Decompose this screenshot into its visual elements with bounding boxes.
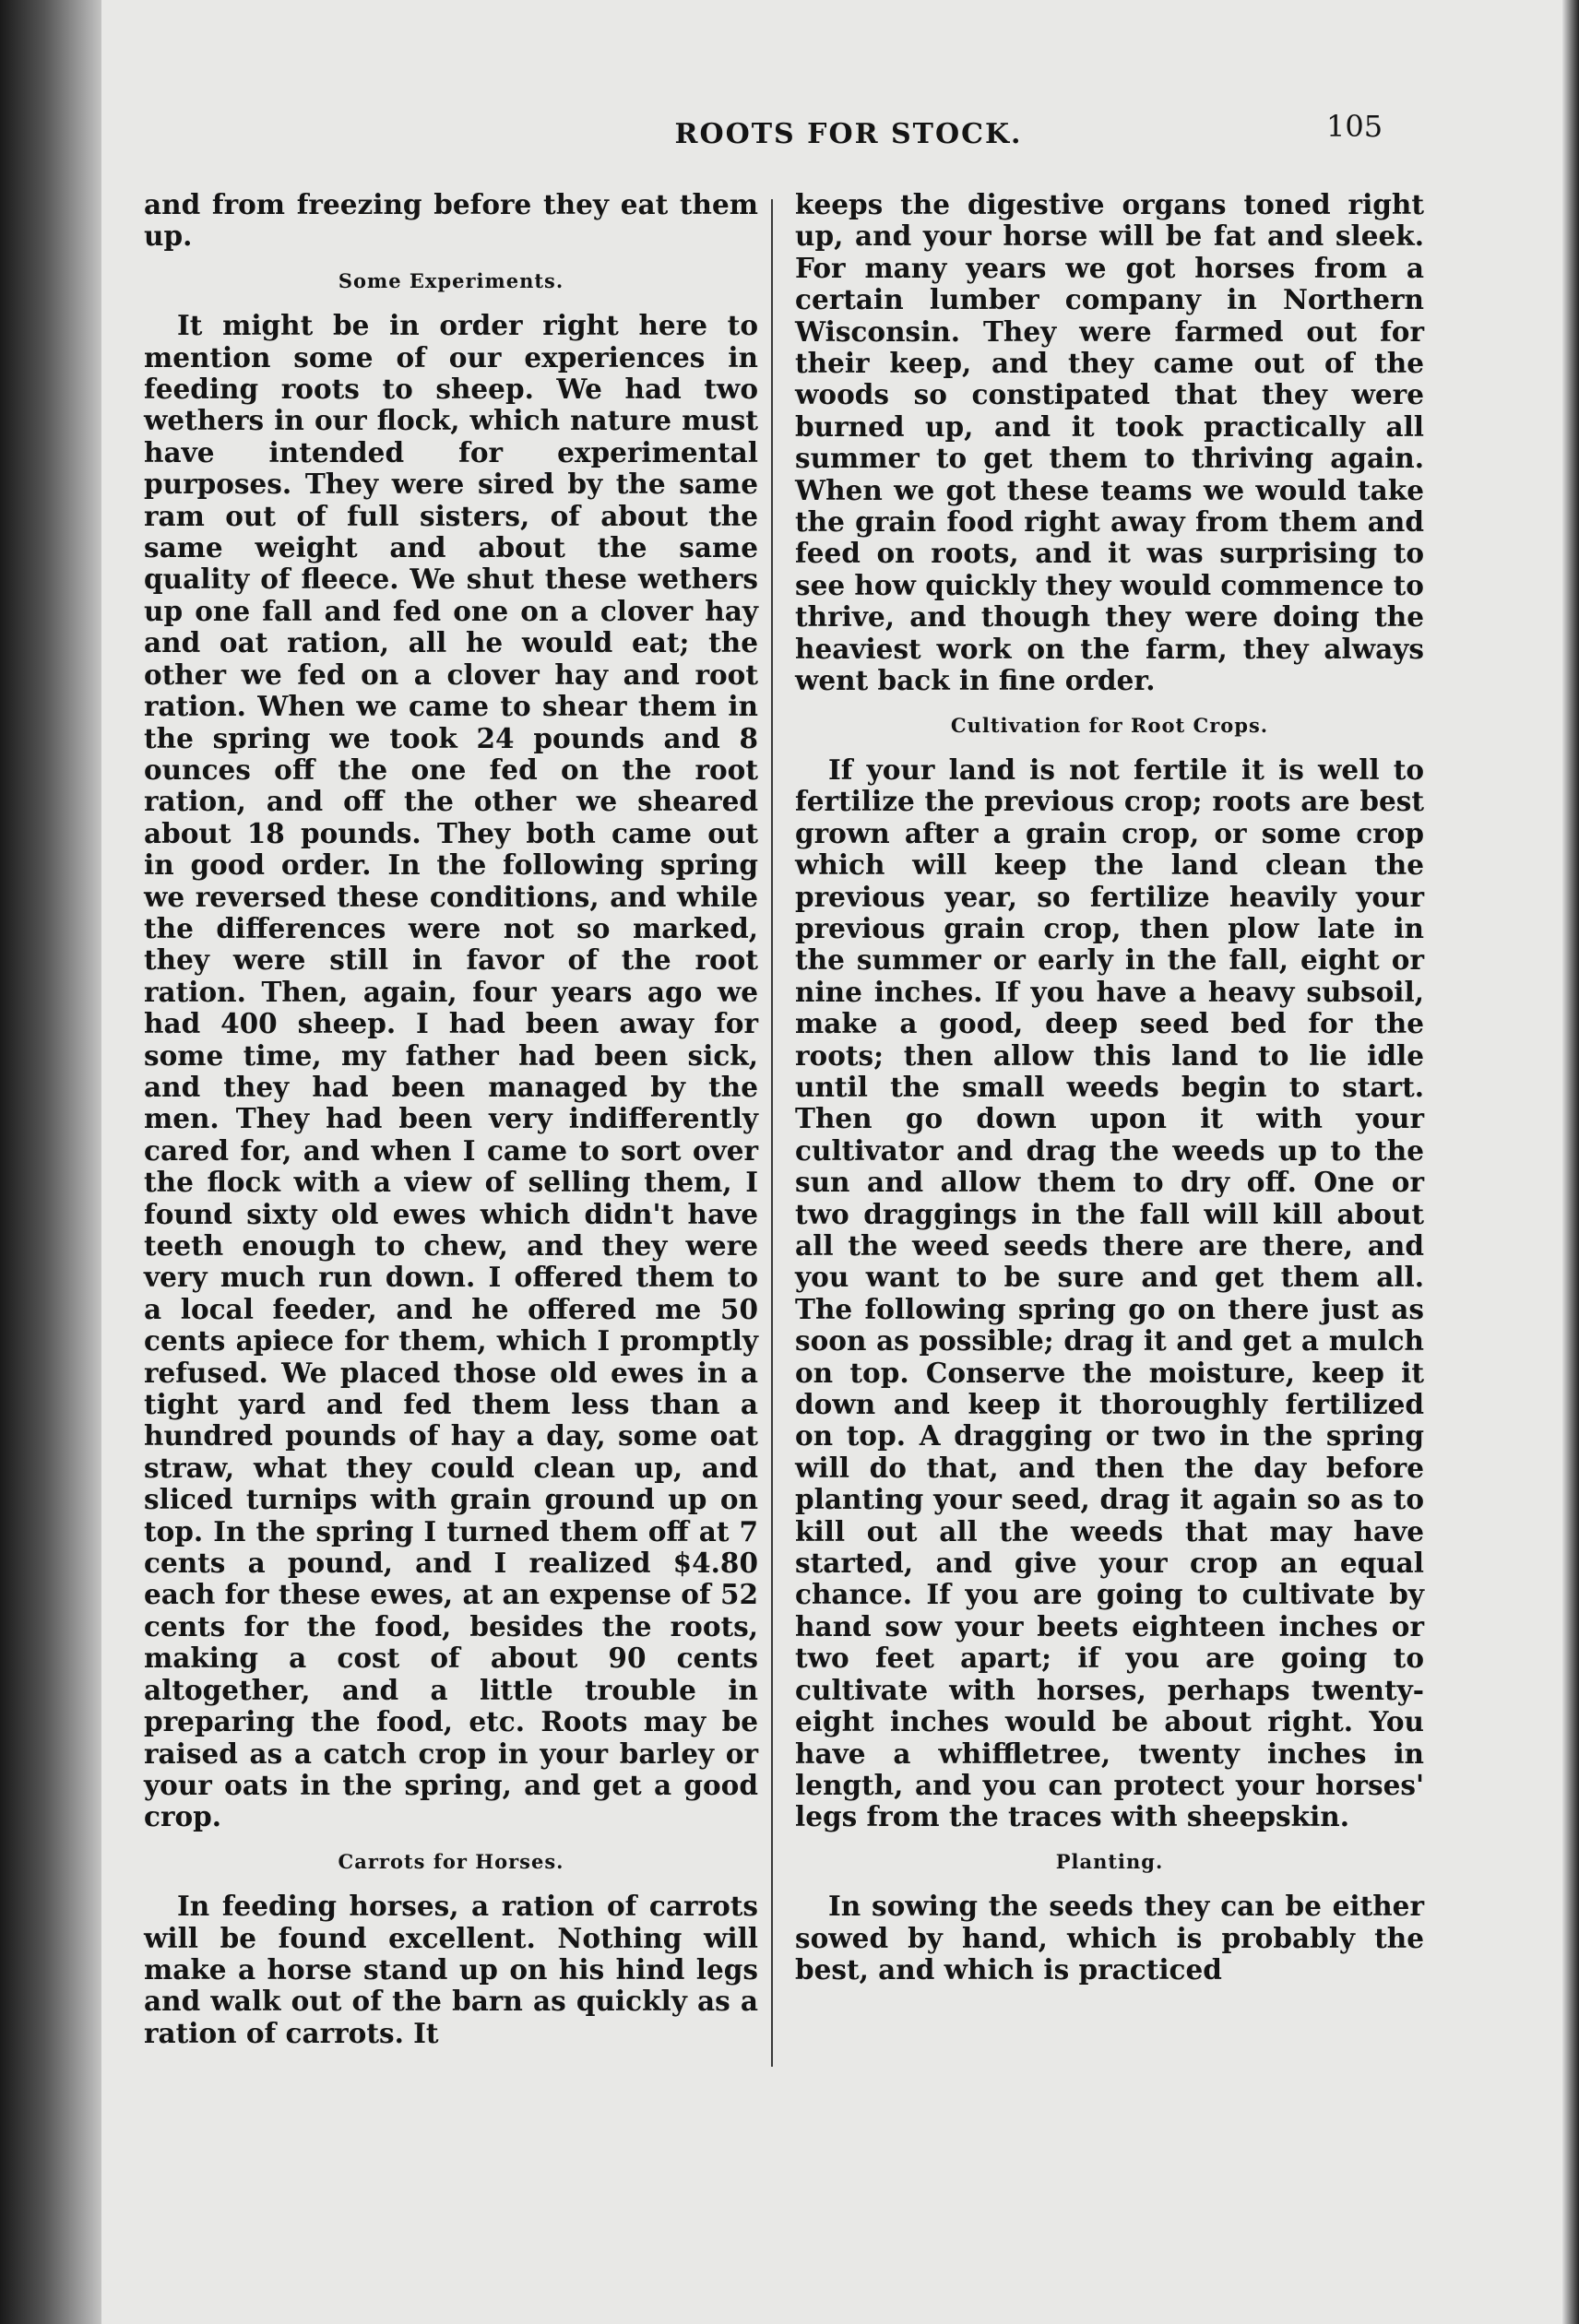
page-number: 105 — [1326, 109, 1383, 144]
right-column — [795, 189, 1424, 1986]
heading-planting: Planting. — [1055, 1849, 1164, 1873]
heading-cultivation-for-root-crops: Cultivation for Root Crops. — [950, 713, 1269, 737]
left-paragraph-1: and from freezing before they eat them up. — [144, 188, 758, 253]
page-gutter-shadow — [0, 0, 111, 2324]
right-paragraph-1: keeps the digestive organs toned right up, and your horse will be fat and sleek. For many years we got horses from a certain lumber company in Northern Wisconsin. They were farmed out for their keep, and they came out of the woods so constipated that they were burned up, and it took practically all summer to get them to thriving again. When we got these teams we would take the grain food right away from them and feed on roots, and it was surprising to see how quickly they would commence to thrive, and though they were doing the heaviest work on the farm, they always went back in fine order. — [795, 188, 1424, 697]
right-paragraph-3: In sowing the seeds they can be either sowed by hand, which is probably the best, and which is practiced — [795, 1890, 1424, 1986]
left-column — [144, 189, 758, 2049]
left-paragraph-2: It might be in order right here to mention some of our experiences in feeding roots to sheep. We had two wethers in our flock, which nature must have intended for experimental purposes. They were sired by the same ram out of full sisters, of about the same weight and about the same quality of fleece. We shut these wethers up one fall and fed one on a clover hay and oat ration, all he would eat; the other we fed on a clover hay and root ration. When we came to shear them in the spring we took 24 pounds and 8 ounces off the one fed on the root ration, and off the other we sheared about 18 pounds. They both came out in good order. In the following spring we reversed these conditions, and while the differences were not so marked, they were still in favor of the root ration. Then, again, four years ago we had 400 sheep. I had been away for some time, my father had been sick, and they had been managed by the men. They had been very indifferently cared for, and when I came to sort over the flock with a view of selling them, I found sixty old ewes which didn't have teeth enough to chew, and they were very much run down. I offered them to a local feeder, and he offered me 50 cents apiece for them, which I promptly refused. We placed those old ewes in a tight yard and fed them less than a hundred pounds of hay a day, some oat straw, what they could clean up, and sliced turnips with grain ground up on top. In the spring I turned them off at 7 cents a pound, and I realized $4.80 each for these ewes, at an expense of 52 cents for the food, besides the roots, making a cost of about 90 cents altogether, and a little trouble in preparing the food, etc. Roots may be raised as a catch crop in your barley or your oats in the spring, and get a good crop. — [144, 309, 758, 1833]
left-paragraph-3: In feeding horses, a ration of carrots will be found excellent. Nothing will make a horse stand up on his hind legs and walk out of the barn as quickly as a ration of carrots. It — [144, 1890, 758, 2049]
page-right-edge — [1562, 0, 1579, 2324]
heading-some-experiments: Some Experiments. — [338, 268, 564, 292]
page-header — [101, 109, 1577, 155]
right-paragraph-2: If your land is not fertile it is well to fertilize the previous crop; roots are best grown after a grain crop, or some crop which will keep the land clean the previous year, so fertilize heavily your previous grain crop, then plow late in the summer or early in the fall, eight or nine inches. If you have a heavy subsoil, make a good, deep seed bed for the roots; then allow this land to lie idle until the small weeds begin to start. Then go down upon it with your cultivator and drag the weeds up to the sun and allow them to dry off. One or two draggings in the fall will kill about all the weed seeds there are there, and you want to be sure and get them all. The following spring go on there just as soon as possible; drag it and get a mulch on top. Conserve the moisture, keep it down and keep it thoroughly fertilized on top. A dragging or two in the spring will do that, and then the day before planting your seed, drag it again so as to kill out all the weeds that may have started, and give your crop an equal chance. If you are going to cultivate by hand sow your beets eighteen inches or two feet apart; if you are going to cultivate with horses, perhaps twenty-eight inches would be about right. You have a whiffletree, twenty inches in length, and you can protect your horses' legs from the traces with sheepskin. — [795, 753, 1424, 1833]
heading-carrots-for-horses: Carrots for Horses. — [338, 1849, 564, 1873]
column-divider — [771, 199, 773, 2067]
book-page — [101, 0, 1577, 2324]
running-head: ROOTS FOR STOCK. — [674, 118, 1023, 150]
